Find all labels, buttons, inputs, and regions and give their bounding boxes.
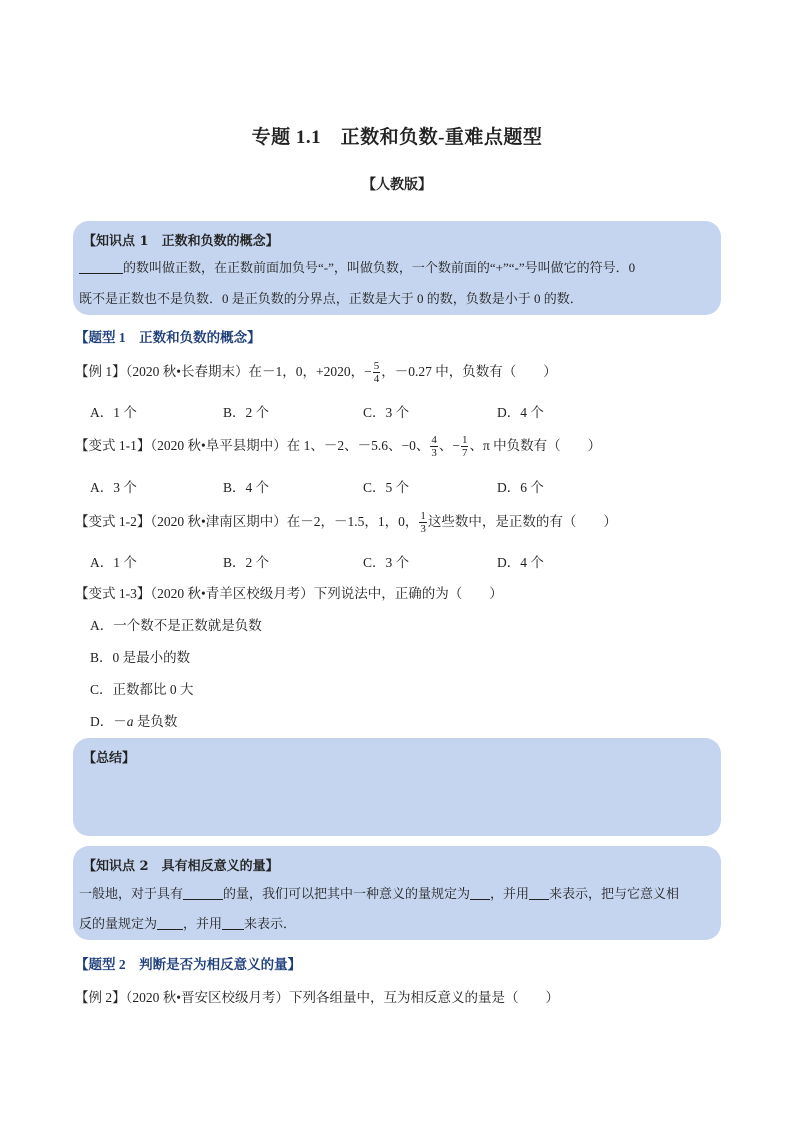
variant-1-2-stem: 【变式 1-2】（2020 秋•津南区期中）在－2，－1.5，1，0， $\frac{1}{3}$ 这些数中，是正数的有（ ） xyxy=(75,510,617,536)
fraction: $\frac{4}{3}$ xyxy=(431,434,437,460)
knowledge-2-line-1: 一般地，对于具有 的量，我们可以把其中一种意义的量规定为 ，并用 来表示，把与它意义相 xyxy=(79,886,680,901)
summary-box xyxy=(73,738,721,836)
type-2-heading: 【题型 2 判断是否为相反意义的量】 xyxy=(75,957,302,972)
knowledge-1-line-2: 既不是正数也不是负数．0 是正负数的分界点，正数是大于 0 的数，负数是小于 0 的数． xyxy=(79,291,583,306)
type-1-heading: 【题型 1 正数和负数的概念】 xyxy=(75,330,261,345)
example-1-option-b[interactable]: B．2 个 xyxy=(223,405,270,420)
variant-1-2-option-c[interactable]: C．3 个 xyxy=(363,555,410,570)
example-2-stem: 【例 2】（2020 秋•晋安区校级月考）下列各组量中，互为相反意义的量是（ ） xyxy=(75,990,559,1005)
variant-1-3-option-c[interactable]: C．正数都比 0 大 xyxy=(90,682,194,697)
variant-1-1-option-d[interactable]: D．6 个 xyxy=(497,480,544,495)
variant-1-1-option-a[interactable]: A．3 个 xyxy=(90,480,137,495)
knowledge-2-line-2: 反的量规定为 ，并用 来表示． xyxy=(79,916,297,931)
variant-1-3-option-d[interactable]: D．－a 是负数 xyxy=(90,714,178,729)
variant-1-2-option-d[interactable]: D．4 个 xyxy=(497,555,544,570)
page-title: 专题 1.1 正数和负数-重难点题型 xyxy=(251,127,543,148)
variant-1-3-stem: 【变式 1-3】（2020 秋•青羊区校级月考）下列说法中，正确的为（ ） xyxy=(75,586,503,601)
knowledge-box-2 xyxy=(73,846,721,940)
fraction: $\frac{1}{3}$ xyxy=(420,510,426,536)
fill-blank xyxy=(470,885,490,900)
fill-blank xyxy=(79,259,123,274)
edition-label: 【人教版】 xyxy=(362,178,432,193)
variant-1-1-option-b[interactable]: B．4 个 xyxy=(223,480,270,495)
knowledge-1-line-1: 的数叫做正数，在正数前面加负号“-”，叫做负数，一个数前面的“+”“-”号叫做它的符号．0 xyxy=(79,255,635,281)
example-1-option-d[interactable]: D．4 个 xyxy=(497,405,544,420)
example-1-option-c[interactable]: C．3 个 xyxy=(363,405,410,420)
example-1-stem: 【例 1】（2020 秋•长春期末）在－1，0，+2020，− $\frac{5}{4}$ ，－0.27 中，负数有（ ） xyxy=(75,360,557,386)
fraction: $\frac{1}{7}$ xyxy=(461,434,468,460)
variant-1-1-option-c[interactable]: C．5 个 xyxy=(363,480,410,495)
variant-1-3-option-a[interactable]: A．一个数不是正数就是负数 xyxy=(90,618,262,633)
variant-1-2-option-a[interactable]: A．1 个 xyxy=(90,555,137,570)
variant-1-2-option-b[interactable]: B．2 个 xyxy=(223,555,270,570)
fill-blank xyxy=(183,885,223,900)
knowledge-2-heading: 【知识点 2 具有相反意义的量】 xyxy=(83,859,279,874)
variant-1-3-option-b[interactable]: B．0 是最小的数 xyxy=(90,650,191,665)
fill-blank xyxy=(157,915,183,930)
fill-blank xyxy=(222,915,244,930)
knowledge-box-1 xyxy=(73,221,721,315)
fill-blank xyxy=(529,885,549,900)
example-1-option-a[interactable]: A．1 个 xyxy=(90,405,137,420)
knowledge-1-heading: 【知识点 1 正数和负数的概念】 xyxy=(83,234,279,249)
summary-heading: 【总结】 xyxy=(83,751,136,766)
fraction: $\frac{5}{4}$ xyxy=(373,360,380,386)
variant-1-1-stem: 【变式 1-1】（2020 秋•阜平县期中）在 1、－2、－5.6、−0、 $\frac{4}{3}$ 、− $\frac{1}{7}$ 、π 中负数有（ ） xyxy=(75,434,602,460)
